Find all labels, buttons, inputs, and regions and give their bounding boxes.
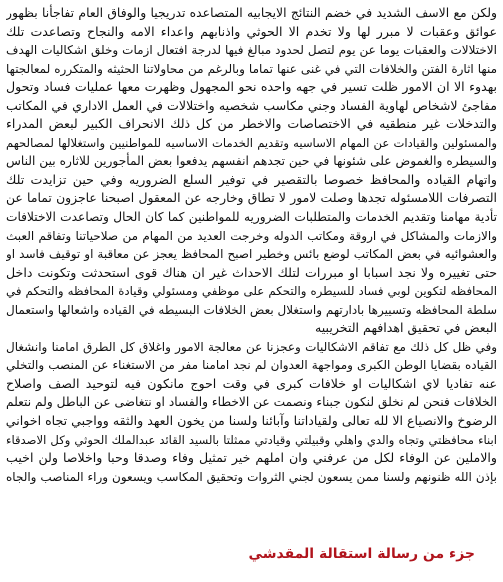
caption: جزء من رسالة استقالة المقدشي	[248, 546, 475, 562]
text-line: والعشوائيه في بعض المكاتب لوضع بائس وخطير اصبح المحافظ يعجز عن معاقبة او توقيف فاسد او	[6, 247, 497, 262]
text-line: الاختلالات والعقبات يوما عن يوم لتصل لحدود مبالغ فيها لدرجة افتعال ازمات وخلق اشكاليات الهدف	[6, 43, 497, 58]
text-line: سلطة المحافظه وتسييرها بادارتهم واستغلال بعض الخلافات البسيطه في القياده واشعالها واستعمال	[6, 302, 497, 317]
text-line: حتى تغييره ولا نجد اسبابا او مبررات لتلك الاحداث غير ان هناك قوى استحدثت وتكونت داخل	[6, 264, 497, 280]
text-line: منها اثارة الفتن والخلافات التي في غنى عنها تماما وبالرغم من محاولاتنا الحثيثه والمتكرره لمعالجتها	[6, 61, 497, 76]
text-line: وفي ظل كل ذلك مع تفاقم الاشكاليات وعجزنا عن معالجة الامور واغلاق كل الطرق امامنا وانشغال	[6, 339, 497, 354]
letter-body	[6, 4, 497, 486]
text-line: ولكن مع الاسف الشديد في خضم النتائج الايجابيه المتصاعده تدريجيا والوفاق العام تفاجأنا بظهور	[6, 5, 497, 20]
text-line: بإذن الله ظنونهم ولسنا ممن يسعون لجني الثروات وتحقيق المكاسب ويسعون وراء المناصب والجاه	[6, 469, 497, 484]
text-line: والاملين عن الوفاء لكل من عرفني وان املهم خير تمثيل وفاء وصدقا وحبا واخلاصا ولن اخيب	[6, 450, 497, 466]
text-line: البعض في تحقيق اهدافهم التخريبيه	[314, 320, 497, 336]
text-line: والتدخلات غير منطقيه في الاختصاصات والاخطر من كل ذلك الانحراف الكبير لبعض المدراء	[6, 116, 497, 132]
text-line: مفاجئ لاشخاص لهاوية الفساد وجني مكاسب شخصيه واختلالات في العمل الاداري في المكاتب	[6, 97, 497, 113]
text-line: الخلافات فنحن لم نخلق لنكون جبناء ونصمت عن الاخطاء والفساد او نتغاضى عن الباطل ولم نتعلم	[6, 395, 497, 410]
text-line: ابناء محافظتي وتجاه والدي واهلي وقبيلتي وقيادتي ممثلتا بالسيد القائد عبدالملك الحوثي وكل الاصدقاء	[6, 432, 497, 447]
text-line: التصرفات اللامسئوله تجدها وصلت لامور لا تطاق وخارجه عن المعقول اصبحنا عاجزون تماما عن	[6, 190, 497, 206]
text-line: والمسئولين والقيادات عن المهام الاساسيه وتقديم الخدمات الاساسيه للمواطنيين واستغلالها لمصالحهم	[6, 135, 497, 150]
text-line: والسيطره والغموض على شئونها في حين تجدهم انفسهم يدفعوا بعض المأجورين للاثاره بين الناس	[6, 154, 497, 169]
text-line: عوائق وعقبات لا مبرر لها ولا تخدم الا الحوثي واذنابهم واعداء الامه والنجاح وتصاعدت تلك	[6, 23, 497, 39]
text-line: المحافظه لتكوين لوبي فساد للسيطره والتحكم على موظفي ومسئولي وقيادة المحافظه والتحكم في	[6, 284, 497, 299]
text-line: القياده بقضايا الوطن الكبرى ومواجهة العدوان لم نجد امامنا مفر من الاستغناء عن المنصب والتخلي	[6, 358, 497, 373]
text-line: والازمات والمشاكل في اروقة ومكاتب الدوله وخرجت العديد من المهام من صلاحياتنا وتفاقم العبث	[6, 228, 497, 243]
text-line: عنه تفاديا لاي اشكاليات او خلافات كبرى في وقت احوج مانكون فيه لتوحيد الصف واصلاح	[6, 375, 497, 391]
text-line: بهدوء الا ان الامور ظلت تسير في جهه واحده نحو المجهول وظهرت معها عمليات فساد وتحول	[6, 79, 497, 95]
text-line: واتهام القياده والمحافظ خصوصا بالتقصير في توفير السلع الضروريه وفي حين تزايدت تلك	[6, 171, 497, 187]
text-line: تأدية مهامنا وتقديم الخدمات والمتطلبات الضروريه للمواطنين كما كان الحال وتصاعدت الاختلافات	[6, 210, 497, 225]
text-line: الرضوخ والانصياع الا لله تعالى ولقياداتنا وآبائنا ولسنا من يخون العهد والثقه وواجبي تجاه اخواني	[6, 413, 497, 429]
